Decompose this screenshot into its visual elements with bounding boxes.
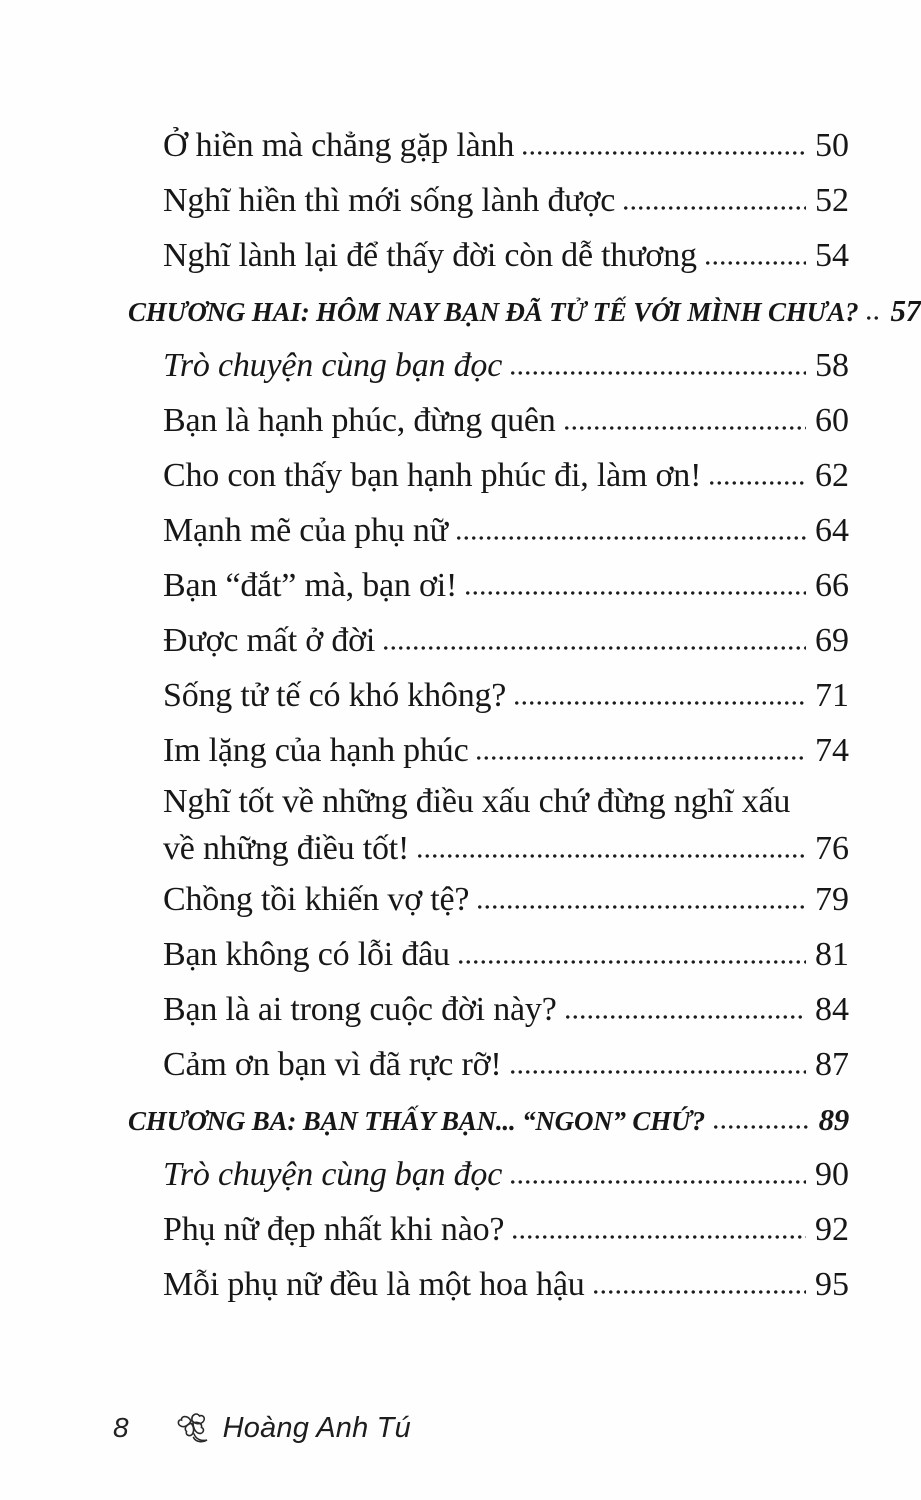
toc-entry-label: Cảm ơn bạn vì đã rực rỡ! [163,1046,502,1083]
toc-entry-page: 64 [815,512,849,549]
toc-row [128,1147,849,1202]
toc-list [128,118,921,1312]
toc-row [128,283,921,338]
dot-leader [509,1179,806,1185]
dot-leader [511,1234,806,1240]
toc-row [128,1257,849,1312]
toc-row [128,448,849,503]
toc-row [128,927,849,982]
toc-entry-label: Mạnh mẽ của phụ nữ [163,512,448,549]
toc-entry-label: Bạn không có lỗi đâu [163,936,450,973]
toc-entry-label: Cho con thấy bạn hạnh phúc đi, làm ơn! [163,457,702,494]
toc-row [128,1037,849,1092]
dot-leader [509,1069,807,1075]
toc-entry-page: 50 [815,127,849,164]
toc-row [128,668,849,723]
toc-entry-page: 52 [815,182,849,219]
dot-leader [382,645,806,651]
clover-icon [171,1408,213,1448]
toc-entry-page: 84 [815,991,849,1028]
toc-entry-label: Im lặng của hạnh phúc [163,732,469,769]
toc-row [128,393,849,448]
dot-leader [704,260,806,266]
toc-entry-page: 76 [815,830,849,867]
dot-leader [464,590,806,596]
toc-entry-label: về những điều tốt! [163,830,410,867]
toc-row [128,778,849,825]
toc-entry-label: Phụ nữ đẹp nhất khi nào? [163,1211,505,1248]
toc-row [128,558,849,613]
toc-entry-label: Nghĩ hiền thì mới sống lành được [163,182,616,219]
dot-leader [513,700,806,706]
toc-entry-label: Bạn là ai trong cuộc đời này? [163,991,557,1028]
toc-row [128,1202,849,1257]
toc-row [128,338,849,393]
toc-entry-label: Chồng tồi khiến vợ tệ? [163,881,470,918]
toc-entry-page: 62 [815,457,849,494]
dot-leader [564,1014,806,1020]
toc-entry-page: 87 [815,1046,849,1083]
toc-entry-label: Nghĩ tốt về những điều xấu chứ đừng nghĩ xấu [163,783,791,820]
toc-entry-label: Được mất ở đời [163,622,376,659]
toc-entry-page: 74 [815,732,849,769]
toc-entry-page: 57 [890,293,921,328]
toc-entry-label: Trò chuyện cùng bạn đọc [163,1156,503,1193]
toc-entry-page: 90 [815,1156,849,1193]
dot-leader [708,480,806,486]
toc-row [128,613,849,668]
toc-entry-label: Sống tử tế có khó không? [163,677,507,714]
toc-entry-page: 54 [815,237,849,274]
toc-row [128,1092,849,1147]
dot-leader [712,1124,810,1130]
toc-entry-label: Bạn là hạnh phúc, đừng quên [163,402,556,439]
toc-row [128,982,849,1037]
toc-entry-label: CHƯƠNG BA: BẠN THẤY BẠN... “NGON” CHỨ? [128,1106,706,1136]
toc-row [128,825,849,872]
toc-entry-label: Ở hiền mà chẳng gặp lành [163,127,515,164]
toc-entry-page: 89 [818,1102,849,1137]
dot-leader [622,205,806,211]
dot-leader [563,425,806,431]
footer-author: Hoàng Anh Tú [222,1411,411,1444]
toc-entry-page: 58 [815,347,849,384]
toc-entry-page: 69 [815,622,849,659]
toc-entry-label: Bạn “đắt” mà, bạn ơi! [163,567,458,604]
toc-entry-label: Trò chuyện cùng bạn đọc [163,347,503,384]
toc-row [128,173,849,228]
toc-entry-page: 66 [815,567,849,604]
toc-row [128,503,849,558]
toc-entry-page: 60 [815,402,849,439]
toc-entry-page: 92 [815,1211,849,1248]
toc-row [128,723,849,778]
toc-entry-label: Nghĩ lành lại để thấy đời còn dễ thương [163,237,697,274]
dot-leader [416,853,806,859]
toc-row [128,118,849,173]
page-footer [113,1406,411,1450]
toc-entry-page: 79 [815,881,849,918]
dot-leader [592,1289,806,1295]
toc-row [128,872,849,927]
dot-leader [476,904,806,910]
dot-leader [521,150,806,156]
footer-page-number: 8 [113,1412,129,1443]
dot-leader [509,370,806,376]
toc-entry-page: 81 [815,936,849,973]
toc-entry-label: Mỗi phụ nữ đều là một hoa hậu [163,1266,585,1303]
dot-leader [455,535,806,541]
toc-row [128,228,849,283]
dot-leader [475,755,806,761]
toc-entry-page: 95 [815,1266,849,1303]
toc-entry-page: 71 [815,677,849,714]
toc-entry-label: CHƯƠNG HAI: HÔM NAY BẠN ĐÃ TỬ TẾ VỚI MÌNH CHƯA? [128,297,859,327]
dot-leader [865,315,881,321]
dot-leader [457,959,806,965]
